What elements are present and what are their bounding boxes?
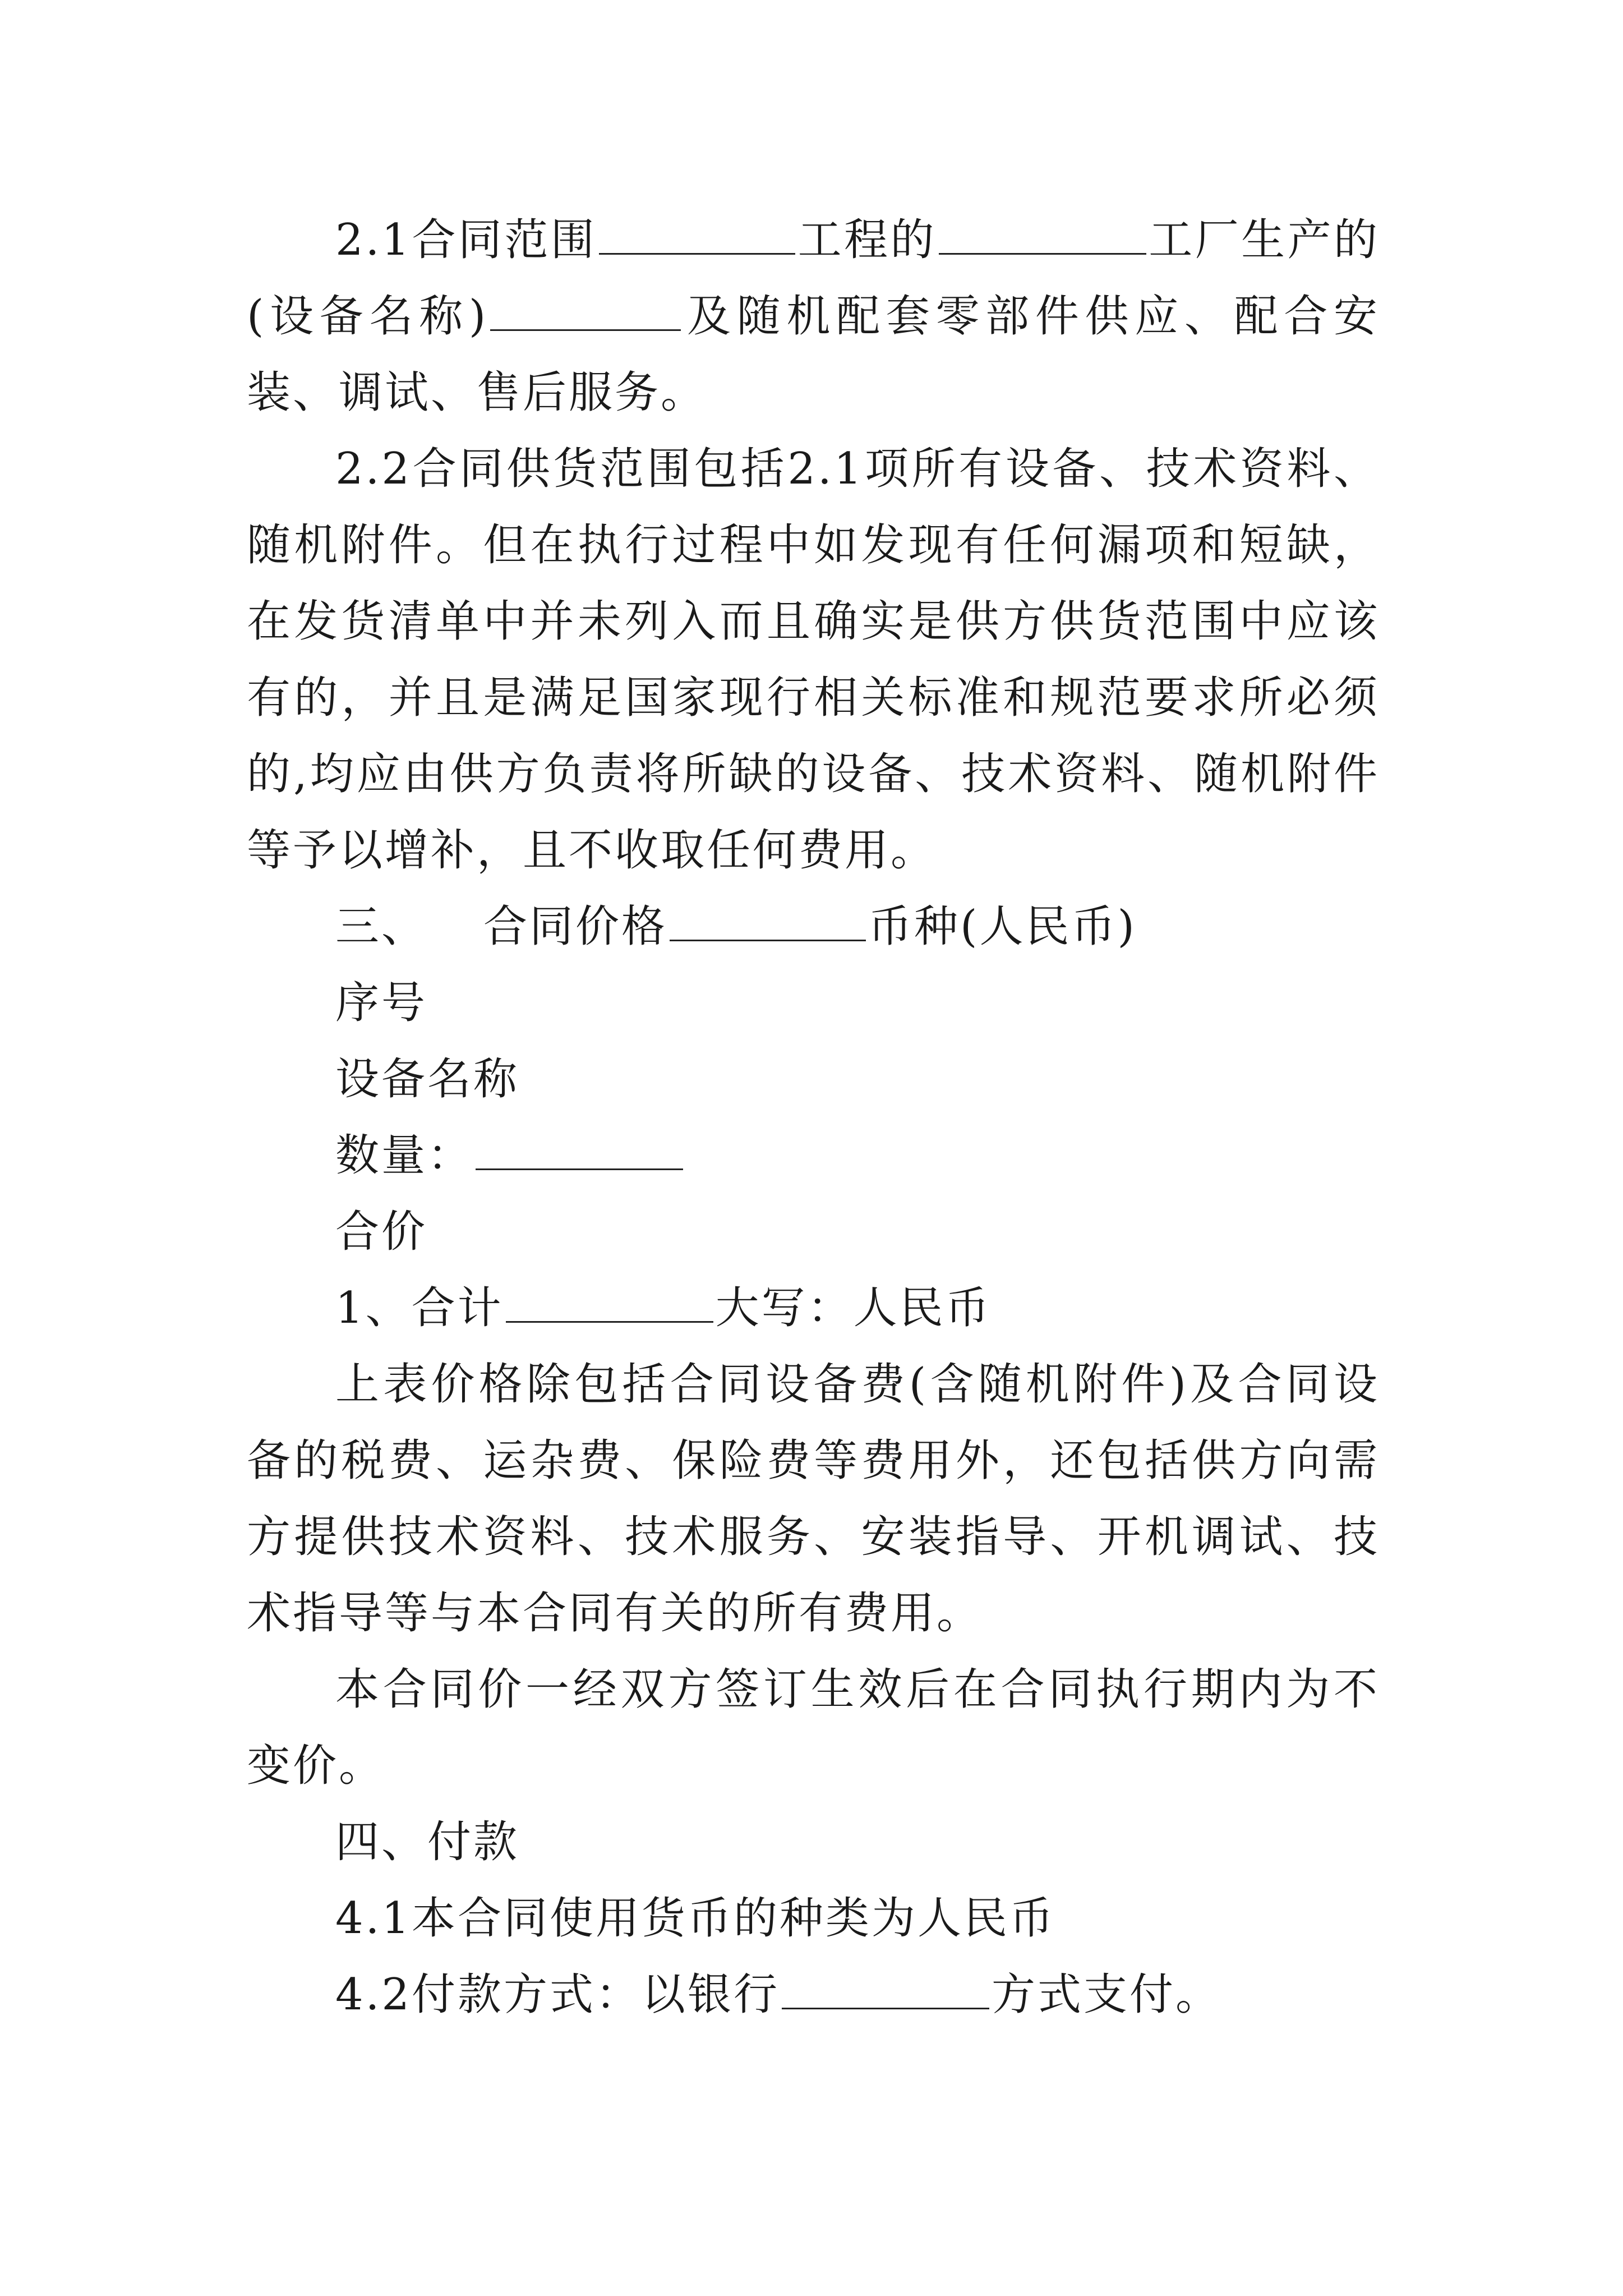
table-label-quantity-line	[247, 1117, 1380, 1194]
table-label-quantity: 数量：	[335, 1130, 474, 1181]
total-line	[247, 1270, 1380, 1346]
section-3-heading	[247, 889, 1380, 965]
section-3-currency: 币种(人民币)	[868, 901, 1137, 952]
contract-price-blank	[670, 897, 866, 941]
clause-4-2-suffix: 方式支付。	[992, 1970, 1222, 2020]
fixed-price-note: 本合同价一经双方签订生效后在合同执行期内为不变价。	[247, 1664, 1380, 1791]
price-note: 上表价格除包括合同设备费(含随机附件)及合同设备的税费、运杂费、保险费等费用外，还包括供方向需方提供技术资料、技术服务、安装指导、开机调试、技术指导等与本合同有关的所有费用。	[247, 1359, 1380, 1639]
section-3-label: 合同价格	[483, 901, 668, 952]
clause-4-2	[247, 1957, 1380, 2033]
project-name-blank	[599, 210, 795, 255]
section-4-heading: 四、付款	[335, 1817, 520, 1867]
clause-2-1	[247, 202, 1380, 431]
document-body	[247, 202, 1380, 2033]
payment-method-blank	[782, 1965, 989, 2009]
clause-2-1-part3: 工厂生产的(设备名称)	[247, 215, 1380, 342]
total-label: 1、合计	[335, 1283, 504, 1333]
clause-2-1-part1: 2.1合同范围	[335, 215, 597, 265]
total-amount-blank	[506, 1278, 713, 1323]
quantity-blank	[476, 1126, 683, 1170]
table-label-seq: 序号	[335, 978, 428, 1028]
table-label-equipment-name: 设备名称	[335, 1054, 520, 1105]
section-3-number: 三、	[335, 901, 428, 952]
clause-2-1-part4: 及随机配套零部件供应、配合安装、调试、售后服务。	[247, 291, 1380, 418]
clause-2-1-part2: 工程的	[797, 215, 937, 265]
total-capital: 大写：人民币	[715, 1283, 992, 1333]
clause-4-2-label: 4.2付款方式：以银行	[335, 1970, 780, 2020]
table-label-total: 合价	[335, 1207, 428, 1257]
clause-2-2: 2.2合同供货范围包括2.1项所有设备、技术资料、随机附件。但在执行过程中如发现有任何漏项和短缺，在发货清单中并未列入而且确实是供方供货范围中应该有的，并且是满足国家现行相关标准和规范要求所必须的,均应由供方负责将所缺的设备、技术资料、随机附件等予以增补，且不收取任何费用。	[247, 444, 1380, 876]
equipment-name-blank	[490, 287, 681, 331]
factory-name-blank	[939, 210, 1146, 255]
clause-4-1: 4.1本合同使用货币的种类为人民币	[335, 1893, 1056, 1944]
